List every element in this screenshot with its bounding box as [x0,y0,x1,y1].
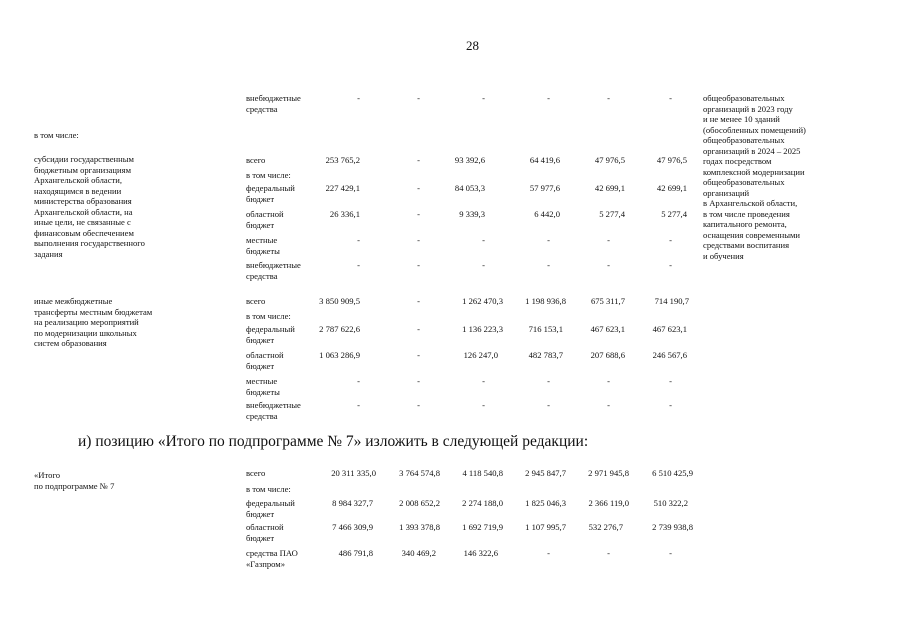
cell: 42 699,1 [594,183,625,193]
row-type-label: областной бюджет [246,209,284,230]
cell: 47 976,5 [656,155,687,165]
cell: 4 118 540,8 [462,468,503,478]
row-type-label: областной бюджет [246,350,284,371]
cell: 26 336,1 [329,209,360,219]
row-type-label: средства ПАО «Газпром» [246,548,298,569]
row-type-label: всего [246,296,266,306]
cell: 227 429,1 [325,183,360,193]
cell: - [669,376,672,386]
cell: 1 692 719,9 [462,522,503,532]
cell: - [357,93,360,103]
cell: - [607,548,610,558]
cell: - [607,93,610,103]
cell: - [607,376,610,386]
cell: 716 153,1 [528,324,563,334]
cell: - [417,400,420,410]
cell: - [669,93,672,103]
cell: 2 787 622,6 [319,324,360,334]
cell: - [482,93,485,103]
row-type-label: всего [246,155,266,165]
row-type-label: в том числе: [246,311,291,321]
cell: 207 688,6 [590,350,625,360]
row-type-label: федеральный бюджет [246,183,295,204]
row-type-label: внебюджетные средства [246,93,301,114]
row-type-label: внебюджетные средства [246,400,301,421]
cell: 2 008 652,2 [399,498,440,508]
cell: - [417,260,420,270]
cell: - [547,400,550,410]
cell: 2 945 847,7 [525,468,566,478]
cell: 20 311 335,0 [331,468,376,478]
page-number: 28 [466,38,479,53]
cell: 47 976,5 [594,155,625,165]
cell: 714 190,7 [654,296,689,306]
cell: 2 739 938,8 [652,522,693,532]
cell: - [547,235,550,245]
block3-name: «Итого по подпрограмме № 7 [34,470,115,491]
cell: - [547,93,550,103]
cell: - [417,93,420,103]
cell: - [669,548,672,558]
block2-name: иные межбюджетные трансферты местным бюджетам на реализацию мероприятий по модернизации школьных систем образования [34,296,153,348]
cell: 146 322,6 [463,548,498,558]
cell: 2 366 119,0 [588,498,629,508]
cell: - [669,400,672,410]
cell: 5 277,4 [599,209,625,219]
cell: 482 783,7 [528,350,563,360]
cell: 57 977,6 [529,183,560,193]
cell: 3 764 574,8 [399,468,440,478]
cell: 84 053,3 [454,183,485,193]
cell: 675 311,7 [590,296,625,306]
cell: 2 274 188,0 [462,498,503,508]
row-type-label: местные бюджеты [246,376,280,397]
cell: - [607,400,610,410]
cell: 1 136 223,3 [462,324,503,334]
cell: 1 107 995,7 [525,522,566,532]
cell: 1 198 936,8 [525,296,566,306]
cell: 6 442,0 [534,209,560,219]
cell: - [547,548,550,558]
in-that-number-label: в том числе: [34,130,79,140]
row-type-label: федеральный бюджет [246,324,295,345]
cell: 1 262 470,3 [462,296,503,306]
cell: 3 850 909,5 [319,296,360,306]
cell: 532 276,7 [588,522,623,532]
cell: 9 339,3 [459,209,485,219]
cell: - [417,209,420,219]
result-description: общеобразовательных организаций в 2023 году и не менее 10 зданий (обособленных помещений) общеобразовательных организаций в 2024 – 2025 годах посредством комплексной модернизации общеобразовательных организаций в Архангельской области, в том числе проведения капитального ремонта, оснащения современными средствами воспитания и обучения [703,93,806,261]
cell: 5 277,4 [661,209,687,219]
cell: 467 623,1 [590,324,625,334]
cell: - [417,296,420,306]
cell: 1 825 046,3 [525,498,566,508]
row-type-label: всего [246,468,266,478]
row-type-label: местные бюджеты [246,235,280,256]
cell: - [357,235,360,245]
cell: 246 567,6 [652,350,687,360]
cell: - [607,235,610,245]
block1-name: субсидии государственным бюджетным организациям Архангельской области, находящимся в ведении министерства образования Архангельской области, на иные цели, не связанные с финансовым обеспечением выполнения государственного задания [34,154,145,259]
cell: 467 623,1 [652,324,687,334]
cell: - [482,400,485,410]
cell: 7 466 309,9 [332,522,373,532]
cell: - [547,376,550,386]
cell: 64 419,6 [529,155,560,165]
cell: 253 765,2 [325,155,360,165]
cell: 340 469,2 [401,548,436,558]
cell: - [357,400,360,410]
cell: 126 247,0 [463,350,498,360]
cell: - [417,376,420,386]
cell: 1 393 378,8 [399,522,440,532]
row-type-label: в том числе: [246,170,291,180]
cell: 6 510 425,9 [652,468,693,478]
cell: 93 392,6 [454,155,485,165]
cell: - [357,376,360,386]
row-type-label: областной бюджет [246,522,284,543]
cell: 1 063 286,9 [319,350,360,360]
cell: - [669,260,672,270]
cell: - [669,235,672,245]
cell: 486 791,8 [338,548,373,558]
amendment-heading: и) позицию «Итого по подпрограмме № 7» изложить в следующей редакции: [78,433,589,450]
cell: - [417,324,420,334]
cell: - [417,155,420,165]
row-type-label: в том числе: [246,484,291,494]
cell: - [607,260,610,270]
cell: 8 984 327,7 [332,498,373,508]
cell: - [417,350,420,360]
cell: - [482,235,485,245]
cell: - [482,260,485,270]
cell: - [482,376,485,386]
cell: - [357,260,360,270]
cell: 510 322,2 [653,498,688,508]
cell: 42 699,1 [656,183,687,193]
cell: 2 971 945,8 [588,468,629,478]
cell: - [417,183,420,193]
cell: - [547,260,550,270]
row-type-label: внебюджетные средства [246,260,301,281]
cell: - [417,235,420,245]
row-type-label: федеральный бюджет [246,498,295,519]
